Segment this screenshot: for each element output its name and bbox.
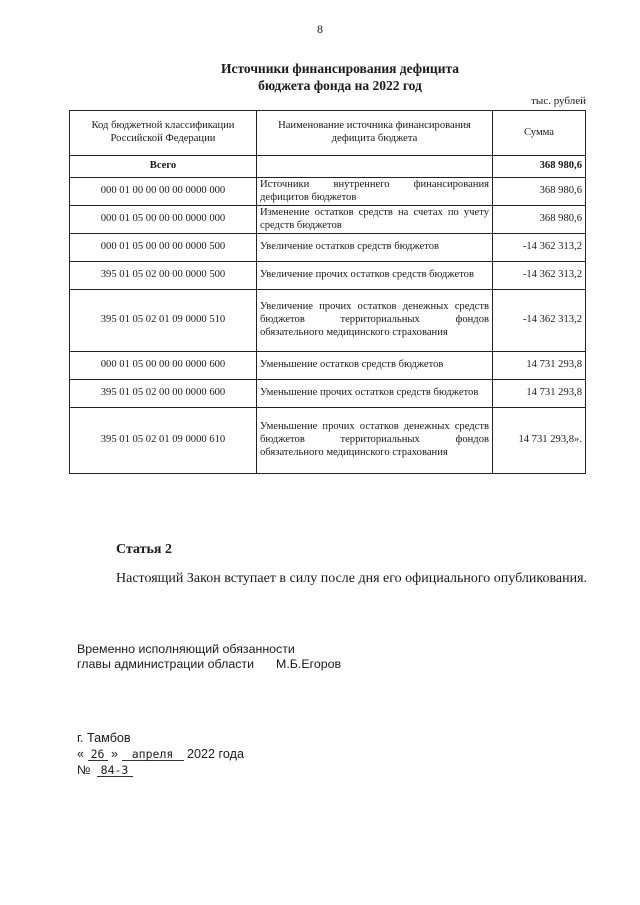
header-name: Наименование источника финансирования дефицита бюджета bbox=[257, 111, 493, 156]
date-open-quote: « bbox=[77, 747, 85, 761]
signer-name: М.Б.Егоров bbox=[276, 657, 342, 671]
row-code: 395 01 05 02 00 00 0000 600 bbox=[70, 380, 257, 408]
row-name: Увеличение остатков средств бюджетов bbox=[257, 234, 493, 262]
article-heading: Статья 2 bbox=[116, 542, 172, 557]
row-code: 395 01 05 02 01 09 0000 610 bbox=[70, 408, 257, 474]
row-name: Уменьшение остатков средств бюджетов bbox=[257, 352, 493, 380]
row-code: 000 01 05 00 00 00 0000 600 bbox=[70, 352, 257, 380]
table-row bbox=[70, 380, 586, 408]
header-code: Код бюджетной классификации Российской Федерации bbox=[70, 111, 257, 156]
document-title bbox=[170, 60, 510, 94]
total-row bbox=[70, 156, 586, 178]
row-amount: -14 362 313,2 bbox=[493, 234, 586, 262]
law-number-line bbox=[77, 762, 244, 778]
row-amount: -14 362 313,2 bbox=[493, 262, 586, 290]
law-number-prefix: № bbox=[77, 763, 91, 777]
row-name: Увеличение прочих остатков денежных средств бюджетов территориальных фондов обязательного медицинского страхования bbox=[257, 290, 493, 352]
table-row bbox=[70, 178, 586, 206]
financing-sources-table bbox=[69, 110, 586, 474]
row-amount: 368 980,6 bbox=[493, 178, 586, 206]
table-row bbox=[70, 352, 586, 380]
row-amount: 368 980,6 bbox=[493, 206, 586, 234]
units-label: тыс. рублей bbox=[531, 95, 586, 107]
article-text: Настоящий Закон вступает в силу после дня его официального опубликования. bbox=[116, 571, 588, 586]
date-close-quote: » bbox=[111, 747, 119, 761]
signature-title-line-1: Временно исполняющий обязанности bbox=[77, 642, 295, 656]
row-name: Источники внутреннего финансирования дефицитов бюджетов bbox=[257, 178, 493, 206]
date-line bbox=[77, 746, 244, 762]
table-header-row bbox=[70, 111, 586, 156]
row-code: 000 01 05 00 00 00 0000 500 bbox=[70, 234, 257, 262]
total-empty-cell bbox=[257, 156, 493, 178]
row-amount: 14 731 293,8 bbox=[493, 352, 586, 380]
row-name: Увеличение прочих остатков средств бюджетов bbox=[257, 262, 493, 290]
title-line-2: бюджета фонда на 2022 год bbox=[258, 78, 422, 93]
place: г. Тамбов bbox=[77, 731, 131, 745]
signature-block bbox=[77, 642, 341, 672]
row-name: Изменение остатков средств на счетах по учету средств бюджетов bbox=[257, 206, 493, 234]
total-amount: 368 980,6 bbox=[493, 156, 586, 178]
signature-title-line-2: главы администрации области bbox=[77, 657, 255, 671]
date-day: 26 bbox=[88, 748, 108, 761]
header-amount: Сумма bbox=[493, 111, 586, 156]
total-label: Всего bbox=[70, 156, 257, 178]
table-row bbox=[70, 234, 586, 262]
table-row bbox=[70, 408, 586, 474]
page-number: 8 bbox=[317, 22, 323, 36]
row-code: 395 01 05 02 00 00 0000 500 bbox=[70, 262, 257, 290]
row-amount: 14 731 293,8». bbox=[493, 408, 586, 474]
table-row bbox=[70, 262, 586, 290]
row-code: 000 01 05 00 00 00 0000 000 bbox=[70, 206, 257, 234]
row-name: Уменьшение прочих остатков средств бюджетов bbox=[257, 380, 493, 408]
table-row bbox=[70, 206, 586, 234]
row-code: 395 01 05 02 01 09 0000 510 bbox=[70, 290, 257, 352]
row-name: Уменьшение прочих остатков денежных средств бюджетов территориальных фондов обязательного медицинского страхования bbox=[257, 408, 493, 474]
row-amount: 14 731 293,8 bbox=[493, 380, 586, 408]
date-month: апреля bbox=[122, 748, 184, 761]
table-row bbox=[70, 290, 586, 352]
row-amount: -14 362 313,2 bbox=[493, 290, 586, 352]
title-line-1: Источники финансирования дефицита bbox=[220, 61, 460, 76]
place-date-block bbox=[77, 730, 244, 778]
row-code: 000 01 00 00 00 00 0000 000 bbox=[70, 178, 257, 206]
law-number: 84-3 bbox=[97, 764, 133, 777]
date-year: 2022 года bbox=[187, 747, 244, 761]
